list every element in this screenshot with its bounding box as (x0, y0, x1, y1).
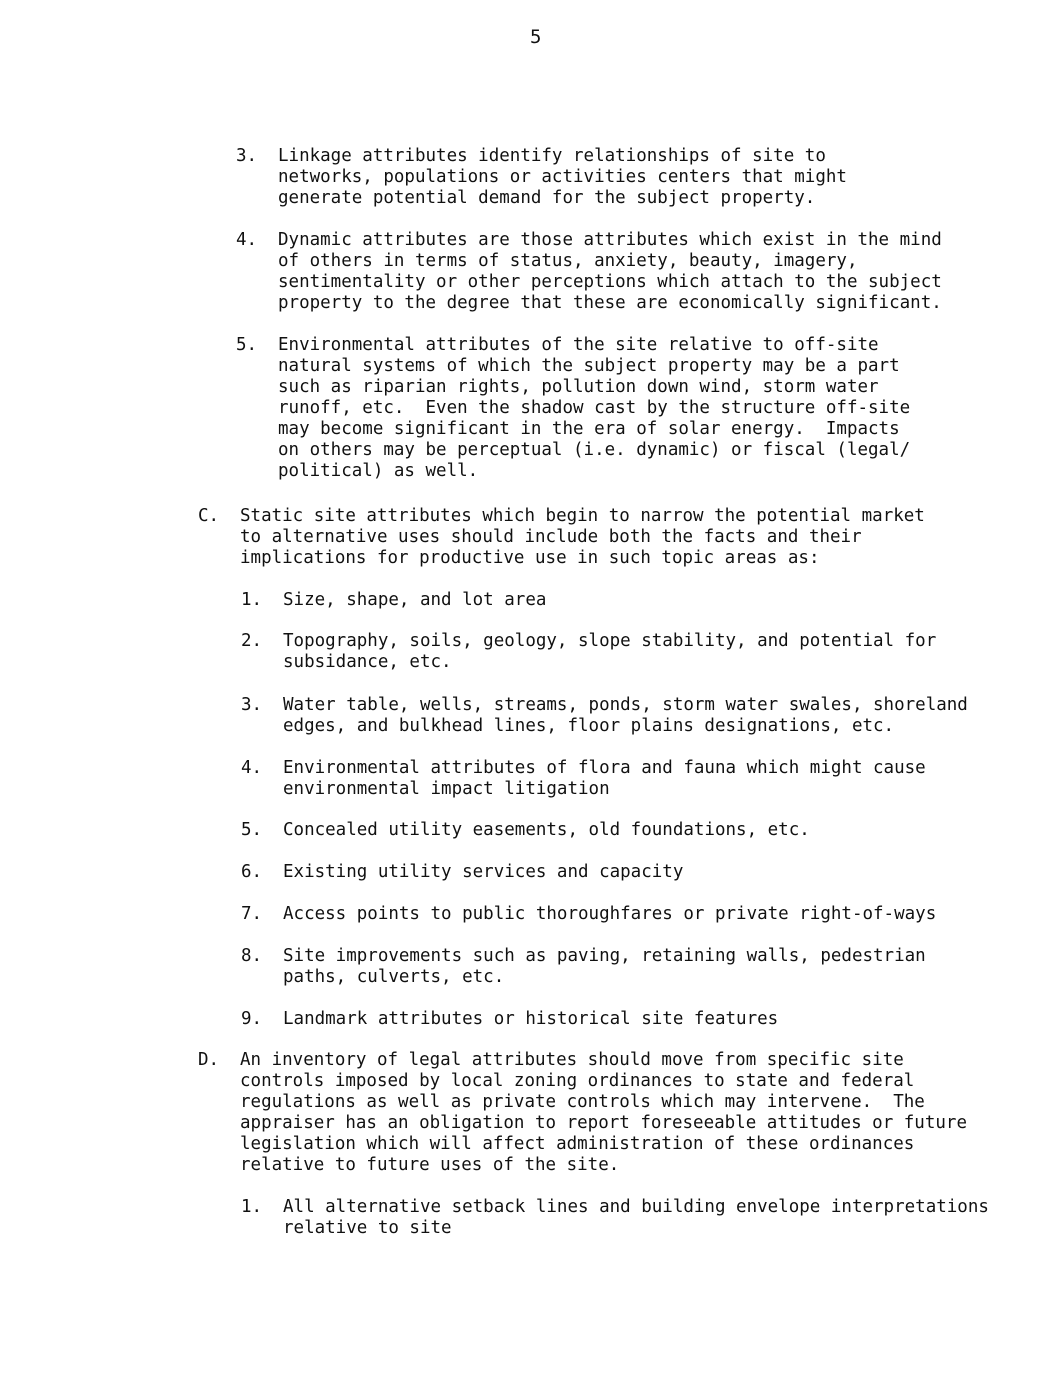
list-item-text: Environmental attributes of the site relative to off-site natural systems of which the subject property may be a part such as riparian rights, pollution down wind, storm water runoff, etc. Even the shadow cast by the structure off-site may become significant in the era of solar energy. Impacts on others may be perceptual (i.e. dynamic) or fiscal (legal/ political) as well. (278, 335, 911, 481)
list-item-text: Access points to public thoroughfares or private right-of-ways (283, 904, 937, 924)
list-item-number: 5. (236, 335, 258, 355)
list-item-text: Existing utility services and capacity (283, 862, 684, 882)
list-item-number: 3. (241, 695, 263, 715)
list-item-number: 9. (241, 1009, 263, 1029)
list-item-number: 2. (241, 631, 263, 651)
list-item-text: Concealed utility easements, old foundations, etc. (283, 820, 810, 840)
list-item-text: Topography, soils, geology, slope stability, and potential for subsidance, etc. (283, 631, 937, 672)
list-item-number: 3. (236, 146, 258, 166)
list-item-text: Linkage attributes identify relationships of site to networks, populations or activities centers that might generate potential demand for the subject property. (278, 146, 847, 208)
list-item-number: 6. (241, 862, 263, 882)
list-item-number: 1. (241, 590, 263, 610)
list-item-text: Water table, wells, streams, ponds, storm water swales, shoreland edges, and bulkhead lines, floor plains designations, etc. (283, 695, 968, 736)
list-item-number: 5. (241, 820, 263, 840)
list-item-text: Site improvements such as paving, retaining walls, pedestrian paths, culverts, etc. (283, 946, 926, 987)
list-item-text: Dynamic attributes are those attributes which exist in the mind of others in terms of status, anxiety, beauty, imagery, sentimentality or other perceptions which attach to the subject property to the degree that these are economically significant. (278, 230, 942, 313)
list-item-number: 7. (241, 904, 263, 924)
list-item-text: Landmark attributes or historical site features (283, 1009, 779, 1029)
list-item-number: 4. (236, 230, 258, 250)
list-item-text: Environmental attributes of flora and fauna which might cause environmental impact litigation (283, 758, 926, 799)
list-item-number: 1. (241, 1197, 263, 1217)
section-letter: D. (198, 1050, 220, 1070)
section-text: An inventory of legal attributes should move from specific site controls imposed by local zoning ordinances to state and federal regulations as well as private controls which may intervene. The appraiser has an obligation to report foreseeable attitudes or future legislation which will affect administration of these ordinances relative to future uses of the site. (240, 1050, 967, 1175)
list-item-text: All alternative setback lines and building envelope interpretations relative to site (283, 1197, 989, 1238)
page-number: 5 (530, 26, 542, 48)
section-letter: C. (198, 506, 220, 526)
list-item-number: 8. (241, 946, 263, 966)
list-item-text: Size, shape, and lot area (283, 590, 547, 610)
section-text: Static site attributes which begin to narrow the potential market to alternative uses should include both the facts and their implications for productive use in such topic areas as: (240, 506, 925, 568)
list-item-number: 4. (241, 758, 263, 778)
